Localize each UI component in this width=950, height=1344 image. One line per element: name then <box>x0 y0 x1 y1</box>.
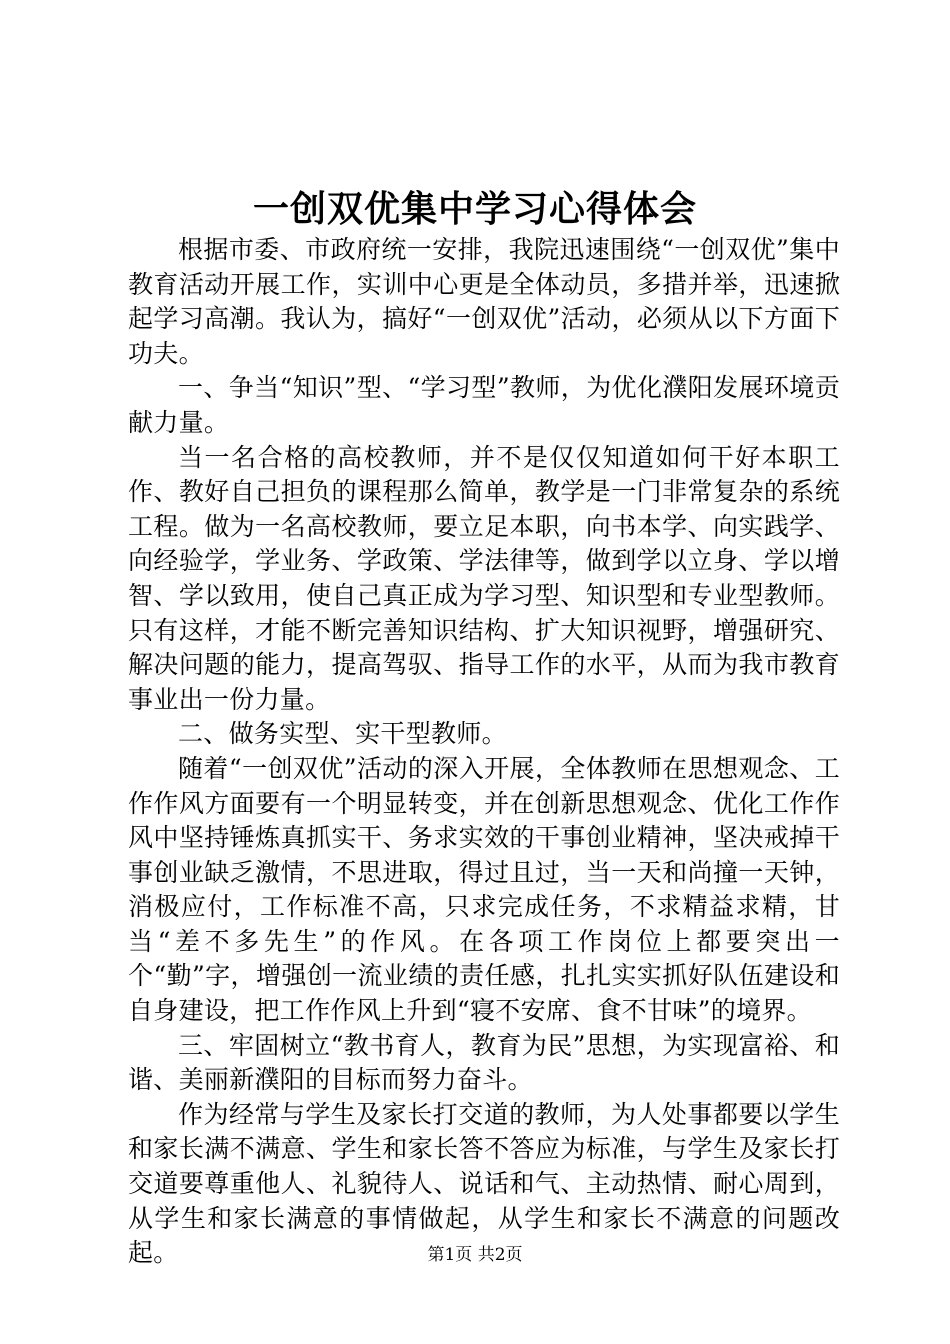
section-heading-2: 二、做务实型、实干型教师。 <box>178 719 507 749</box>
document-title: 一创双优集中学习心得体会 <box>252 188 697 230</box>
section-heading-3: 三、牢固树立“教书育人，教育为民”思想，为实现富裕、和谐、美丽新濮阳的目标而努力奋斗。 <box>128 1030 840 1095</box>
paragraph-section-3: 作为经常与学生及家长打交道的教师，为人处事都要以学生和家长满不满意、学生和家长答不答应为标准，与学生及家长打交道要尊重他人、礼貌待人、说话和气、主动热情、耐心周到，从学生和家长满意的事情做起，从学生和家长不满意的问题改起。 <box>128 1099 840 1268</box>
document-body <box>128 233 840 1271</box>
paragraph-intro: 根据市委、市政府统一安排，我院迅速围绕“一创双优”集中教育活动开展工作，实训中心更是全体动员，多措并举，迅速掀起学习高潮。我认为，搞好“一创双优”活动，必须从以下方面下功夫。 <box>128 235 840 368</box>
paragraph-section-2: 随着“一创双优”活动的深入开展，全体教师在思想观念、工作作风方面要有一个明显转变，并在创新思想观念、优化工作作风中坚持锤炼真抓实干、务求实效的干事创业精神，坚决戒掉干事创业缺乏激情，不思进取，得过且过，当一天和尚撞一天钟，消极应付，工作标准不高，只求完成任务，不求精益求精，甘当“差不多先生”的作风。在各项工作岗位上都要突出一个“勤”字，增强创一流业绩的责任感，扎扎实实抓好队伍建设和自身建设，把工作作风上升到“寝不安席、食不甘味”的境界。 <box>128 753 840 1026</box>
page-footer: 第1页 共2页 <box>427 1245 523 1265</box>
section-heading-1: 一、争当“知识”型、“学习型”教师，为优化濮阳发展环境贡献力量。 <box>128 373 840 437</box>
paragraph-section-1: 当一名合格的高校教师，并不是仅仅知道如何干好本职工作、教好自己担负的课程那么简单，教学是一门非常复杂的系统工程。做为一名高校教师，要立足本职，向书本学、向实践学、向经验学，学业务、学政策、学法律等，做到学以立身、学以增智、学以致用，使自己真正成为学习型、知识型和专业型教师。只有这样，才能不断完善知识结构、扩大知识视野，增强研究、解决问题的能力，提高驾驭、指导工作的水平，从而为我市教育事业出一份力量。 <box>128 442 840 714</box>
